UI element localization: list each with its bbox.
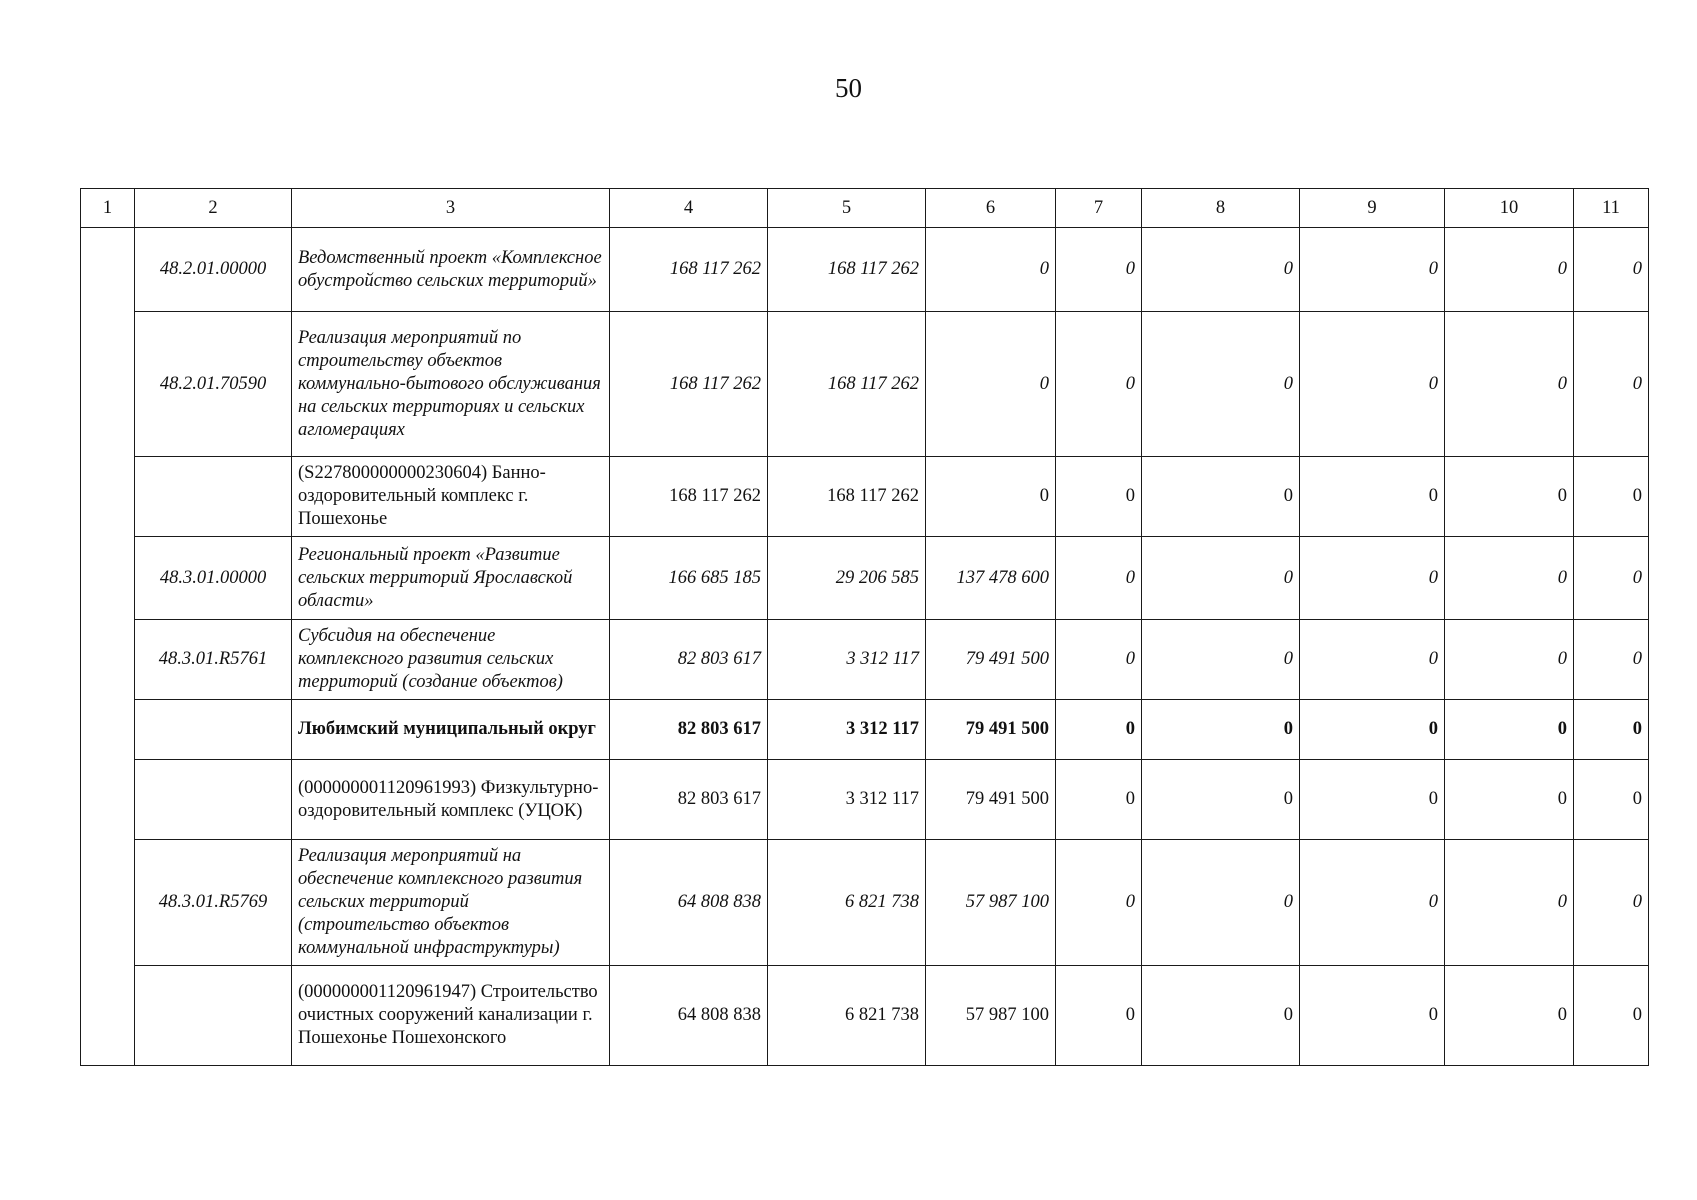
amount-cell: 79 491 500 [926,700,1056,760]
column-header: 4 [610,189,768,228]
amount-cell: 0 [1445,312,1574,457]
item-name-cell: Региональный проект «Развитие сельских территорий Ярославской области» [292,537,610,620]
amount-cell: 0 [1056,620,1142,700]
amount-cell: 0 [1300,312,1445,457]
amount-cell: 0 [1445,620,1574,700]
table-row [81,700,1649,760]
amount-cell: 0 [1574,700,1649,760]
amount-cell: 0 [1445,760,1574,840]
budget-code-cell [135,966,292,1066]
amount-cell: 0 [1300,700,1445,760]
amount-cell: 0 [1056,840,1142,966]
amount-cell: 0 [1445,228,1574,312]
amount-cell: 0 [1445,537,1574,620]
amount-cell: 0 [1056,700,1142,760]
column-header: 5 [768,189,926,228]
table-body [81,228,1649,1066]
amount-cell: 3 312 117 [768,620,926,700]
amount-cell: 3 312 117 [768,760,926,840]
amount-cell: 0 [1445,840,1574,966]
amount-cell: 57 987 100 [926,840,1056,966]
amount-cell: 29 206 585 [768,537,926,620]
amount-cell: 0 [1142,840,1300,966]
amount-cell: 82 803 617 [610,620,768,700]
amount-cell: 0 [1056,966,1142,1066]
amount-cell: 137 478 600 [926,537,1056,620]
budget-code-cell: 48.3.01.R5769 [135,840,292,966]
item-name-cell: Реализация мероприятий по строительству объектов коммунально-бытового обслуживания на сельских территориях и сельских агломерациях [292,312,610,457]
amount-cell: 0 [1300,537,1445,620]
amount-cell: 0 [1574,312,1649,457]
amount-cell: 168 117 262 [610,312,768,457]
amount-cell: 0 [1300,966,1445,1066]
amount-cell: 0 [1142,760,1300,840]
amount-cell: 0 [1574,457,1649,537]
amount-cell: 0 [1142,966,1300,1066]
budget-code-cell [135,700,292,760]
table-row [81,457,1649,537]
amount-cell: 166 685 185 [610,537,768,620]
column-header: 2 [135,189,292,228]
budget-code-cell [135,457,292,537]
amount-cell: 0 [1142,700,1300,760]
item-name-cell: (S227800000000230604) Банно-оздоровительный комплекс г. Пошехонье [292,457,610,537]
column-header: 9 [1300,189,1445,228]
table-row [81,620,1649,700]
amount-cell: 0 [1300,840,1445,966]
amount-cell: 0 [1142,457,1300,537]
table-row [81,966,1649,1066]
amount-cell: 168 117 262 [768,312,926,457]
amount-cell: 168 117 262 [610,228,768,312]
amount-cell: 0 [1574,537,1649,620]
table-row [81,312,1649,457]
column-header: 8 [1142,189,1300,228]
amount-cell: 0 [1574,966,1649,1066]
column-header: 11 [1574,189,1649,228]
table-row [81,840,1649,966]
amount-cell: 0 [1056,228,1142,312]
table-row [81,228,1649,312]
amount-cell: 0 [1056,760,1142,840]
amount-cell: 168 117 262 [768,228,926,312]
amount-cell: 0 [926,457,1056,537]
amount-cell: 0 [1445,457,1574,537]
item-name-cell: Любимский муниципальный округ [292,700,610,760]
amount-cell: 0 [1574,840,1649,966]
item-name-cell: (000000001120961947) Строительство очистных сооружений канализации г. Пошехонье Пошехонского [292,966,610,1066]
row-number-cell [81,228,135,1066]
amount-cell: 0 [1142,312,1300,457]
amount-cell: 0 [1056,312,1142,457]
item-name-cell: Реализация мероприятий на обеспечение комплексного развития сельских территорий (строительство объектов коммунальной инфраструктуры) [292,840,610,966]
amount-cell: 79 491 500 [926,760,1056,840]
amount-cell: 64 808 838 [610,840,768,966]
amount-cell: 0 [1300,760,1445,840]
amount-cell: 79 491 500 [926,620,1056,700]
amount-cell: 6 821 738 [768,840,926,966]
budget-table [80,188,1649,1066]
item-name-cell: Ведомственный проект «Комплексное обустройство сельских территорий» [292,228,610,312]
budget-code-cell: 48.2.01.00000 [135,228,292,312]
amount-cell: 0 [1574,620,1649,700]
page-number: 50 [835,73,862,103]
budget-code-cell: 48.2.01.70590 [135,312,292,457]
header-row [81,189,1649,228]
amount-cell: 0 [1445,966,1574,1066]
amount-cell: 0 [1445,700,1574,760]
amount-cell: 57 987 100 [926,966,1056,1066]
amount-cell: 0 [926,228,1056,312]
table-row [81,760,1649,840]
amount-cell: 0 [1574,228,1649,312]
amount-cell: 64 808 838 [610,966,768,1066]
column-header: 7 [1056,189,1142,228]
budget-code-cell [135,760,292,840]
amount-cell: 3 312 117 [768,700,926,760]
amount-cell: 0 [1056,537,1142,620]
table-row [81,537,1649,620]
amount-cell: 0 [1142,620,1300,700]
amount-cell: 82 803 617 [610,700,768,760]
amount-cell: 0 [1300,228,1445,312]
amount-cell: 0 [926,312,1056,457]
amount-cell: 82 803 617 [610,760,768,840]
amount-cell: 0 [1056,457,1142,537]
item-name-cell: (000000001120961993) Физкультурно-оздоровительный комплекс (УЦОК) [292,760,610,840]
amount-cell: 0 [1300,620,1445,700]
amount-cell: 6 821 738 [768,966,926,1066]
budget-code-cell: 48.3.01.00000 [135,537,292,620]
amount-cell: 168 117 262 [610,457,768,537]
item-name-cell: Субсидия на обеспечение комплексного развития сельских территорий (создание объектов) [292,620,610,700]
column-header: 3 [292,189,610,228]
column-header: 1 [81,189,135,228]
column-header: 6 [926,189,1056,228]
amount-cell: 0 [1574,760,1649,840]
budget-code-cell: 48.3.01.R5761 [135,620,292,700]
amount-cell: 0 [1142,537,1300,620]
amount-cell: 168 117 262 [768,457,926,537]
amount-cell: 0 [1300,457,1445,537]
column-header: 10 [1445,189,1574,228]
amount-cell: 0 [1142,228,1300,312]
